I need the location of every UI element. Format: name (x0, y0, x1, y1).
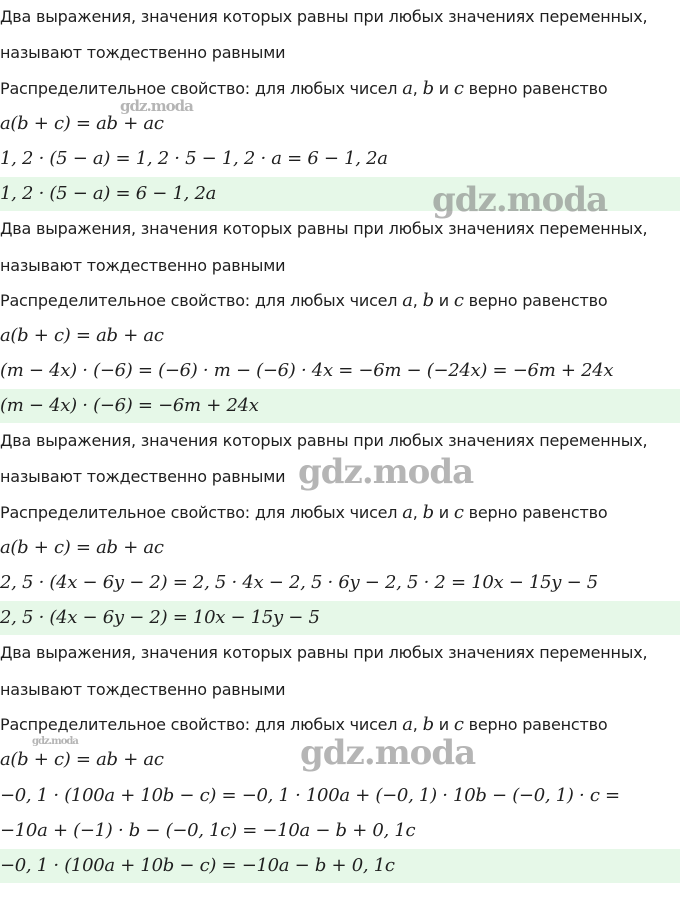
property-suffix: верно равенство (463, 503, 608, 522)
solution-result: 1, 2 · (5 − a) = 6 − 1, 2a (0, 177, 680, 211)
var-c: c (453, 714, 464, 735)
property-prefix: Распределительное свойство: для любых чисел (0, 715, 403, 734)
solution-result: 2, 5 · (4x − 6y − 2) = 10x − 15y − 5 (0, 601, 680, 635)
property-line (0, 74, 680, 104)
solution-result: −0, 1 · (100a + 10b − c) = −10a − b + 0, 1c (0, 849, 680, 883)
var-a: a (402, 78, 413, 99)
definition-line-2: называют тождественно равными (0, 467, 286, 486)
distributive-formula: a(b + c) = ab + ac (0, 749, 164, 770)
definition-line-1: Два выражения, значения которых равны при любых значениях переменных, (0, 431, 648, 450)
definition-line-1: Два выражения, значения которых равны при любых значениях переменных, (0, 643, 648, 662)
property-sep: и (433, 715, 454, 734)
var-c: c (453, 502, 464, 523)
property-sep: и (433, 79, 454, 98)
distributive-formula: a(b + c) = ab + ac (0, 113, 164, 134)
property-line (0, 286, 680, 316)
property-sep: и (433, 291, 454, 310)
var-b: b (422, 502, 434, 523)
property-sep: , (412, 715, 423, 734)
var-a: a (402, 714, 413, 735)
property-suffix: верно равенство (463, 79, 608, 98)
watermark: gdz.moda (300, 733, 476, 773)
solution-step: 2, 5 · (4x − 6y − 2) = 2, 5 · 4x − 2, 5 · 6y − 2, 5 · 2 = 10x − 15y − 5 (0, 572, 598, 593)
definition-line-2: называют тождественно равными (0, 680, 286, 699)
property-sep: , (412, 79, 423, 98)
distributive-formula: a(b + c) = ab + ac (0, 325, 164, 346)
solution-step: (m − 4x) · (−6) = (−6) · m − (−6) · 4x = −6m − (−24x) = −6m + 24x (0, 360, 614, 381)
distributive-formula: a(b + c) = ab + ac (0, 537, 164, 558)
watermark: gdz.moda (432, 180, 608, 220)
var-b: b (422, 78, 434, 99)
property-suffix: верно равенство (463, 715, 608, 734)
definition-line-1: Два выражения, значения которых равны при любых значениях переменных, (0, 7, 648, 26)
property-prefix: Распределительное свойство: для любых чисел (0, 503, 403, 522)
solution-result: (m − 4x) · (−6) = −6m + 24x (0, 389, 680, 423)
definition-line-2: называют тождественно равными (0, 256, 286, 275)
var-b: b (422, 290, 434, 311)
definition-line-1: Два выражения, значения которых равны при любых значениях переменных, (0, 219, 648, 238)
definition-line-2: называют тождественно равными (0, 43, 286, 62)
var-c: c (453, 290, 464, 311)
property-prefix: Распределительное свойство: для любых чисел (0, 79, 403, 98)
property-prefix: Распределительное свойство: для любых чисел (0, 291, 403, 310)
watermark: gdz.moda (298, 452, 474, 492)
watermark: gdz.moda (120, 97, 193, 115)
var-a: a (402, 290, 413, 311)
watermark: gdz.moda (32, 736, 78, 747)
property-sep: , (412, 503, 423, 522)
solution-step: −0, 1 · (100a + 10b − c) = −0, 1 · 100a + (−0, 1) · 10b − (−0, 1) · c = (0, 785, 620, 806)
property-sep: , (412, 291, 423, 310)
var-a: a (402, 502, 413, 523)
property-sep: и (433, 503, 454, 522)
property-line (0, 498, 680, 528)
solution-step: 1, 2 · (5 − a) = 1, 2 · 5 − 1, 2 · a = 6 − 1, 2a (0, 148, 388, 169)
var-c: c (453, 78, 464, 99)
var-b: b (422, 714, 434, 735)
property-suffix: верно равенство (463, 291, 608, 310)
solution-step: −10a + (−1) · b − (−0, 1c) = −10a − b + 0, 1c (0, 820, 416, 841)
property-line (0, 710, 680, 740)
